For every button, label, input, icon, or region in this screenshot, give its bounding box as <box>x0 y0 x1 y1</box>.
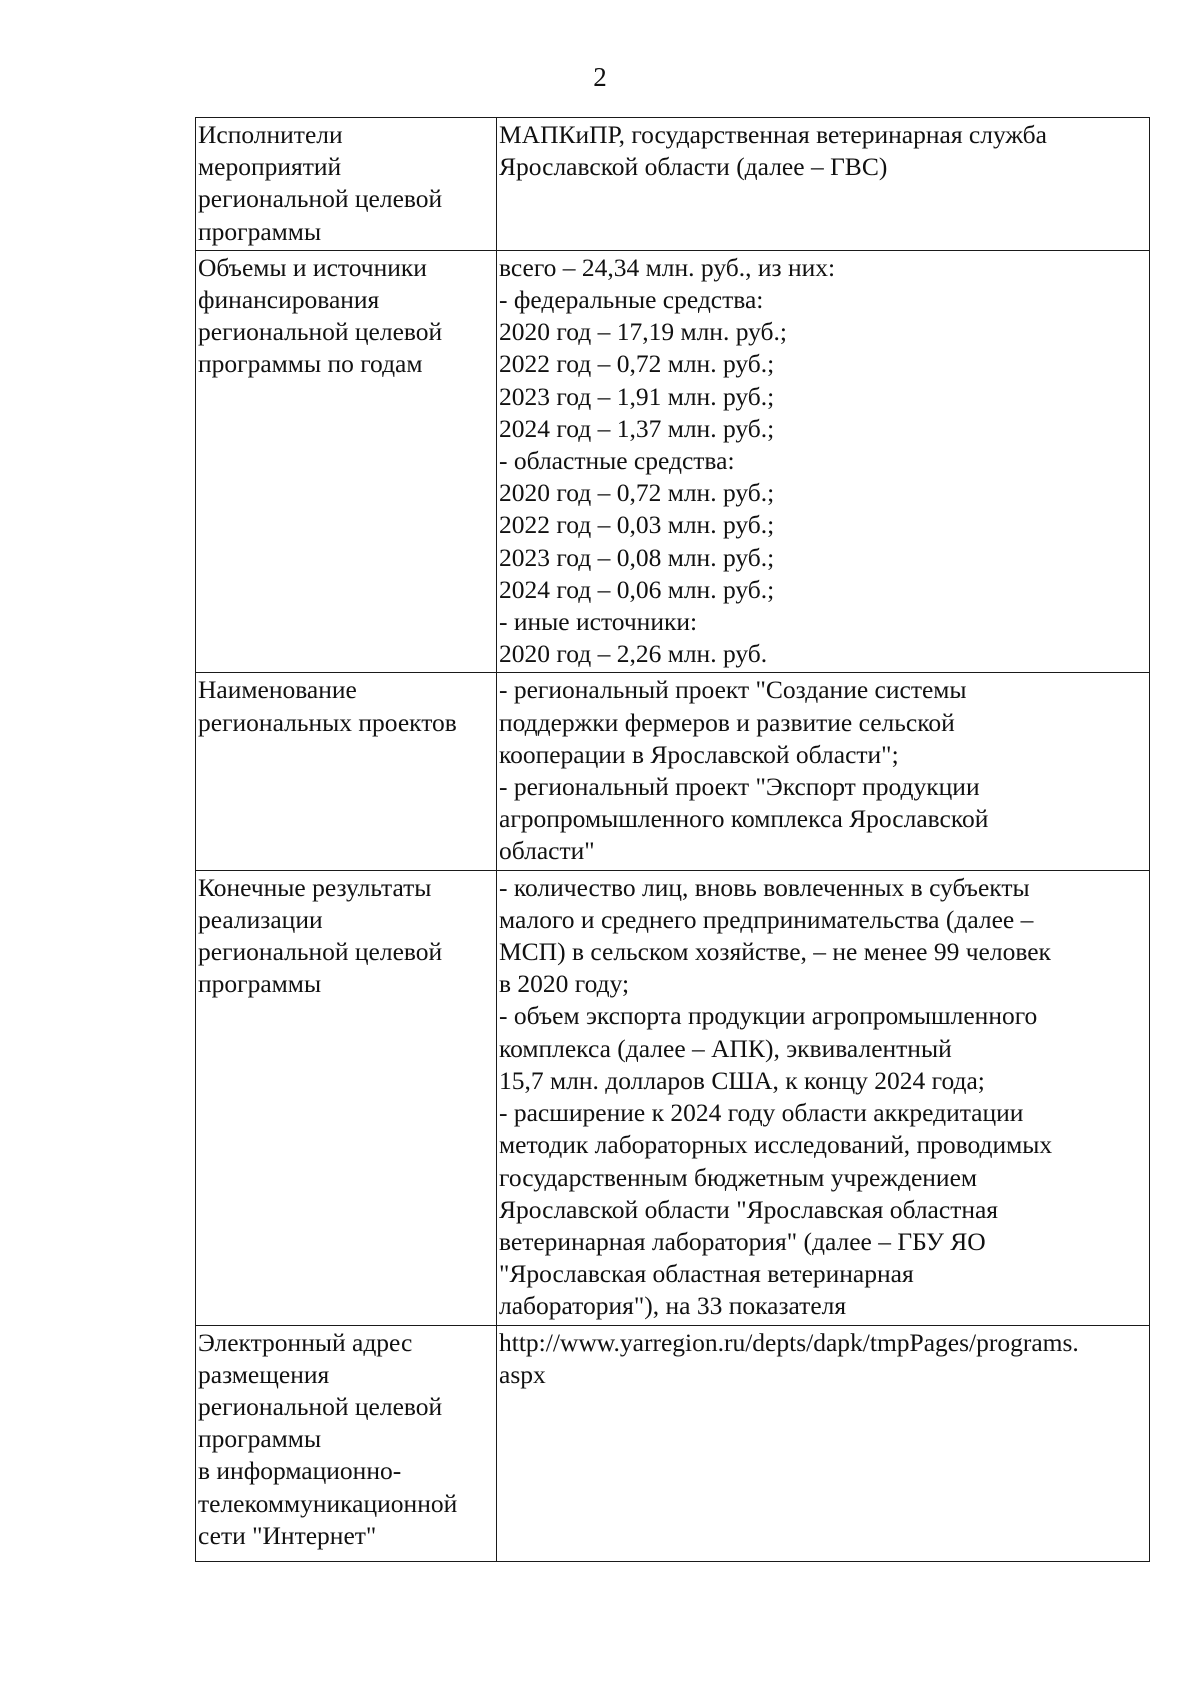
value-cell-financing <box>497 250 1150 673</box>
value-line: государственным бюджетным учреждением <box>499 1162 978 1192</box>
label-cell-final-results <box>196 870 497 1325</box>
label-line: Объемы и источники <box>198 252 427 282</box>
label-line: мероприятий <box>198 152 342 182</box>
value-line: 2020 год – 17,19 млн. руб.; <box>499 317 787 347</box>
value-line: лаборатория"), на 33 показателя <box>499 1291 847 1321</box>
value-cell-web-address <box>497 1325 1150 1561</box>
label-line: размещения <box>198 1359 330 1389</box>
table-row-financing <box>196 250 1150 673</box>
value-line: области" <box>499 836 595 866</box>
value-line: - региональный проект "Экспорт продукции <box>499 772 980 802</box>
label-line: Конечные результаты <box>198 872 432 902</box>
label-cell-regional-projects <box>196 673 497 870</box>
value-line: 2022 год – 0,03 млн. руб.; <box>499 510 775 540</box>
value-line: - объем экспорта продукции агропромышленного <box>499 1001 1038 1031</box>
label-line: региональной целевой <box>198 317 443 347</box>
value-line: - иные источники: <box>499 607 698 637</box>
label-line: региональной целевой <box>198 937 443 967</box>
value-line: МАПКиПР, государственная ветеринарная служба <box>499 120 1047 149</box>
label-line: финансирования <box>198 285 380 315</box>
value-line: методик лабораторных исследований, проводимых <box>499 1130 1053 1160</box>
value-line: 15,7 млн. долларов США, к концу 2024 года; <box>499 1065 985 1095</box>
value-line: агропромышленного комплекса Ярославской <box>499 804 989 834</box>
value-line: - региональный проект "Создание системы <box>499 675 967 705</box>
value-cell-executors <box>497 118 1150 251</box>
value-cell-regional-projects <box>497 673 1150 870</box>
label-cell-web-address <box>196 1325 497 1561</box>
table-row-executors <box>196 118 1150 251</box>
value-line: в 2020 году; <box>499 969 630 999</box>
value-line: малого и среднего предпринимательства (далее – <box>499 904 1034 934</box>
value-line: "Ярославская областная ветеринарная <box>499 1259 914 1289</box>
value-line: 2020 год – 0,72 млн. руб.; <box>499 478 775 508</box>
value-line: - областные средства: <box>499 446 735 476</box>
value-line: 2023 год – 1,91 млн. руб.; <box>499 381 775 411</box>
label-line: Наименование <box>198 675 357 705</box>
value-line: - количество лиц, вновь вовлеченных в субъекты <box>499 872 1030 902</box>
label-cell-financing <box>196 250 497 673</box>
value-line: 2023 год – 0,08 млн. руб.; <box>499 542 775 572</box>
table-row-final-results <box>196 870 1150 1325</box>
program-url-line: aspx <box>499 1359 546 1389</box>
table-row-web-address <box>196 1325 1150 1561</box>
value-line: всего – 24,34 млн. руб., из них: <box>499 252 836 282</box>
value-line: Ярославской области (далее – ГВС) <box>499 152 888 182</box>
value-line: - расширение к 2024 году области аккредитации <box>499 1098 1024 1128</box>
table-row-regional-projects <box>196 673 1150 870</box>
label-line: программы <box>198 216 322 246</box>
value-line: Ярославской области "Ярославская областная <box>499 1194 999 1224</box>
label-line: реализации <box>198 904 323 934</box>
value-line: МСП) в сельском хозяйстве, – не менее 99 человек <box>499 937 1051 967</box>
label-line: программы <box>198 1424 322 1454</box>
page-number: 2 <box>593 62 607 92</box>
value-line: 2020 год – 2,26 млн. руб. <box>499 639 768 669</box>
label-line: региональных проектов <box>198 707 457 737</box>
value-line: 2024 год – 0,06 млн. руб.; <box>499 574 775 604</box>
value-line: кооперации в Ярославской области"; <box>499 739 899 769</box>
value-line: - федеральные средства: <box>499 285 764 315</box>
label-line: Электронный адрес <box>198 1327 413 1357</box>
label-line: программы по годам <box>198 349 423 379</box>
label-cell-executors <box>196 118 497 251</box>
label-line: программы <box>198 969 322 999</box>
value-line: ветеринарная лаборатория" (далее – ГБУ ЯО <box>499 1226 986 1256</box>
value-line: 2022 год – 0,72 млн. руб.; <box>499 349 775 379</box>
label-line: Исполнители <box>198 120 343 149</box>
value-line: 2024 год – 1,37 млн. руб.; <box>499 413 775 443</box>
value-cell-final-results <box>497 870 1150 1325</box>
label-line: сети "Интернет" <box>198 1520 377 1550</box>
value-line: комплекса (далее – АПК), эквивалентный <box>499 1033 952 1063</box>
label-line: региональной целевой <box>198 1391 443 1421</box>
program-passport-table <box>195 117 1150 1562</box>
label-line: в информационно- <box>198 1456 402 1486</box>
program-url-line: http://www.yarregion.ru/depts/dapk/tmpPages/programs. <box>499 1327 1079 1357</box>
value-line: поддержки фермеров и развитие сельской <box>499 707 955 737</box>
label-line: телекоммуникационной <box>198 1488 458 1518</box>
label-line: региональной целевой <box>198 184 443 214</box>
